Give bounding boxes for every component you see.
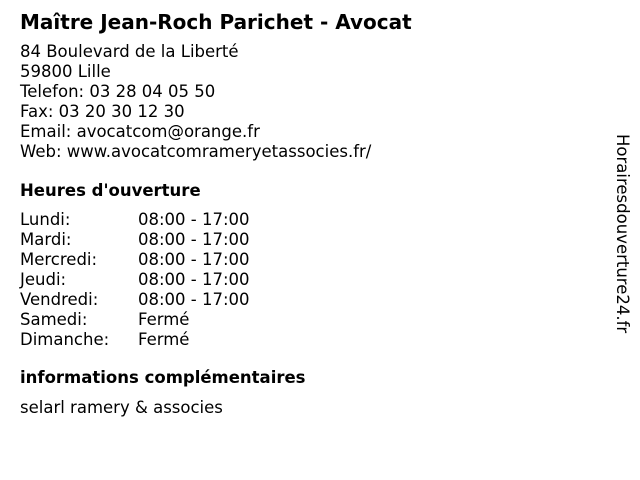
- page-title: Maître Jean-Roch Parichet - Avocat: [20, 10, 412, 34]
- hours-row: [20, 290, 600, 310]
- day-label: Mercredi:: [20, 250, 98, 269]
- time-range: 08:00 - 17:00: [138, 290, 250, 309]
- fax: Fax: 03 20 30 12 30: [20, 102, 185, 121]
- time-range: 08:00 - 17:00: [138, 230, 250, 249]
- city: 59800 Lille: [20, 62, 111, 81]
- business-card: [20, 10, 600, 418]
- time-range: 08:00 - 17:00: [138, 210, 250, 229]
- hours-row: [20, 250, 600, 270]
- hours-row: [20, 270, 600, 290]
- opening-hours-heading: Heures d'ouverture: [20, 181, 201, 200]
- hours-row: [20, 330, 600, 350]
- additional-info-text: selarl ramery & associes: [20, 398, 223, 417]
- street-address: 84 Boulevard de la Liberté: [20, 42, 239, 61]
- time-range: 08:00 - 17:00: [138, 270, 250, 289]
- day-label: Jeudi:: [20, 270, 67, 289]
- phone: Telefon: 03 28 04 05 50: [20, 82, 216, 101]
- hours-row: [20, 230, 600, 250]
- time-range: Fermé: [138, 310, 190, 329]
- watermark: [612, 134, 632, 374]
- opening-hours-table: [20, 210, 600, 350]
- time-range: 08:00 - 17:00: [138, 250, 250, 269]
- address-block: [20, 42, 600, 162]
- watermark-text: Horairesdouverture24.fr: [613, 134, 632, 334]
- day-label: Lundi:: [20, 210, 71, 229]
- day-label: Dimanche:: [20, 330, 110, 349]
- day-label: Samedi:: [20, 310, 88, 329]
- day-label: Vendredi:: [20, 290, 99, 309]
- website: Web: www.avocatcomrameryetassocies.fr/: [20, 142, 372, 161]
- hours-row: [20, 210, 600, 230]
- email: Email: avocatcom@orange.fr: [20, 122, 260, 141]
- day-label: Mardi:: [20, 230, 72, 249]
- additional-info-heading: informations complémentaires: [20, 368, 306, 387]
- time-range: Fermé: [138, 330, 190, 349]
- hours-row: [20, 310, 600, 330]
